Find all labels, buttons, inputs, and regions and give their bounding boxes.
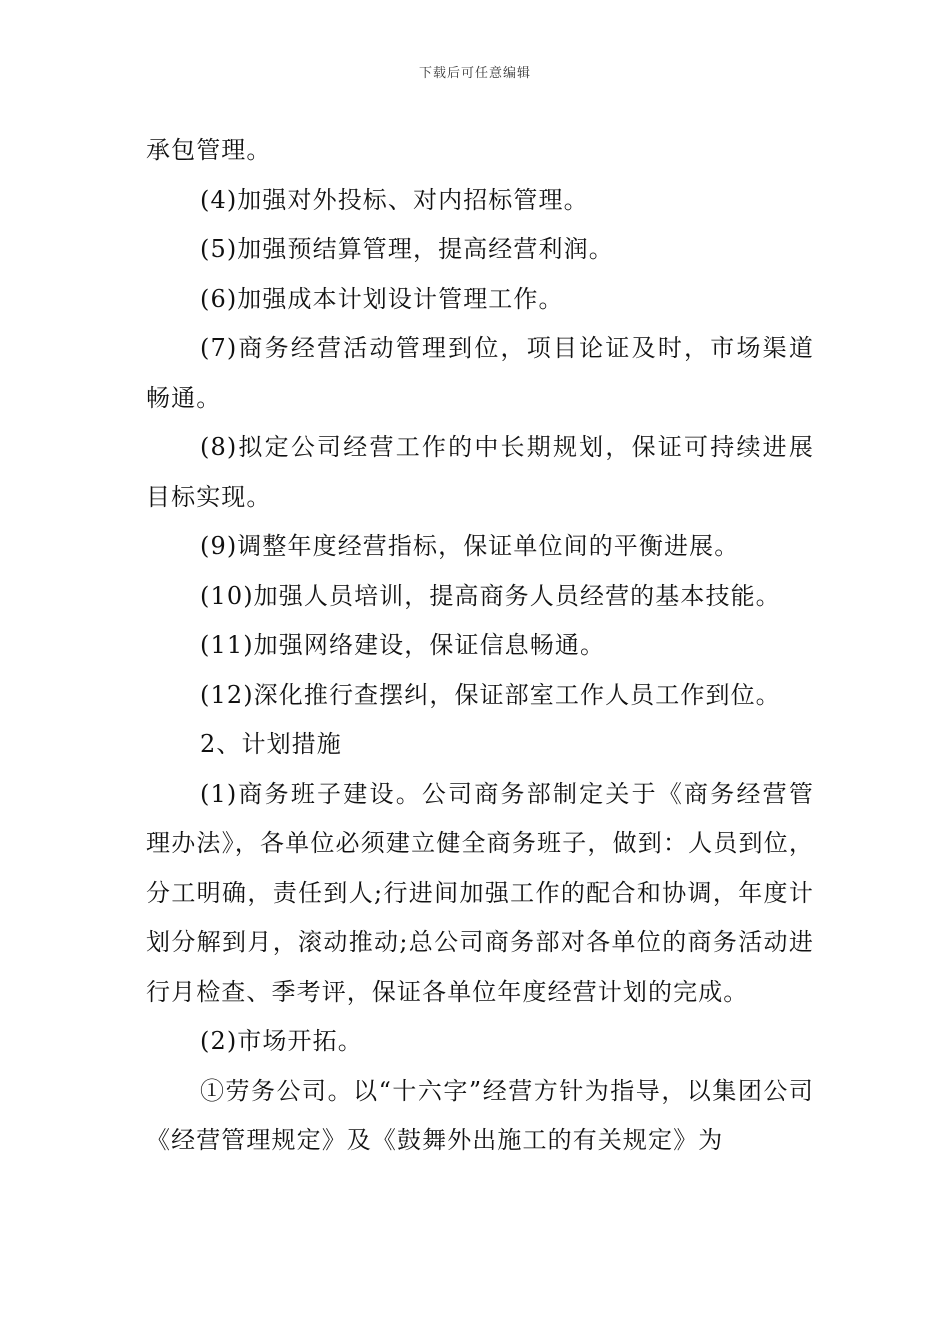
section-heading: 2、计划措施	[200, 730, 342, 758]
paragraph-6: (8)拟定公司经营工作的中长期规划，保证可持续进展目标实现。	[146, 433, 814, 511]
paragraph-12: (1)商务班子建设。公司商务部制定关于《商务经营管理办法》，各单位必须建立健全商务班子，做到：人员到位，分工明确，责任到人;行进间加强工作的配合和协调，年度计划分解到月，滚动推动;总公司商务部对各单位的商务活动进行月检查、季考评，保证各单位年度经营计划的完成。	[146, 779, 814, 1006]
document-body	[146, 126, 814, 1166]
paragraph-5: (7)商务经营活动管理到位，项目论证及时，市场渠道畅通。	[146, 334, 814, 412]
page-header-note: 下载后可任意编辑	[418, 66, 531, 81]
paragraph-3: (5)加强预结算管理，提高经营利润。	[200, 235, 614, 263]
paragraph-10: (12)深化推行查摆纠，保证部室工作人员工作到位。	[200, 680, 781, 709]
paragraph-1: 承包管理。	[146, 136, 272, 164]
paragraph-8: (10)加强人员培训，提高商务人员经营的基本技能。	[200, 581, 781, 610]
paragraph-9: (11)加强网络建设，保证信息畅通。	[200, 631, 606, 659]
paragraph-4: (6)加强成本计划设计管理工作。	[200, 284, 564, 313]
paragraph-2: (4)加强对外投标、对内招标管理。	[200, 185, 589, 214]
paragraph-7: (9)调整年度经营指标，保证单位间的平衡进展。	[200, 532, 740, 560]
paragraph-13: (2)市场开拓。	[200, 1027, 363, 1055]
paragraph-14: ①劳务公司。以“十六字”经营方针为指导，以集团公司《经营管理规定》及《鼓舞外出施工的有关规定》为	[146, 1076, 814, 1154]
